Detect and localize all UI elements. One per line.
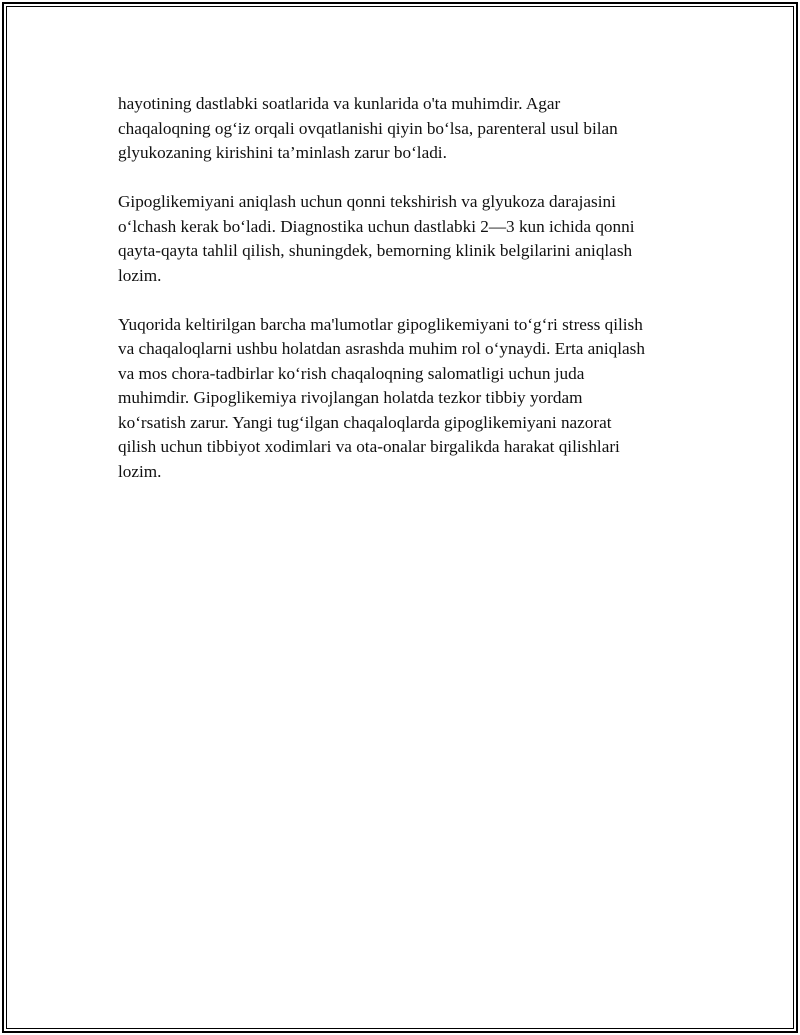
text-line: o‘lchash kerak bo‘ladi. Diagnostika uchun dastlabki 2—3 kun ichida qonni	[118, 216, 635, 236]
text-line: Gipoglikemiyani aniqlash uchun qonni tekshirish va glyukoza darajasini	[118, 192, 616, 211]
text-line: muhimdir. Gipoglikemiya rivojlangan holatda tezkor tibbiy yordam	[118, 388, 583, 407]
paragraph-3	[118, 313, 693, 485]
text-line: lozim.	[118, 265, 162, 285]
text-line: hayotining dastlabki soatlarida va kunlarida o'ta muhimdir. Agar	[118, 94, 561, 113]
text-line: va chaqaloqlarni ushbu holatdan asrashda muhim rol o‘ynaydi. Erta aniqlash	[118, 339, 645, 358]
text-line: chaqaloqning og‘iz orqali ovqatlanishi qiyin bo‘lsa, parenteral usul bilan	[118, 118, 618, 138]
text-line: qayta-qayta tahlil qilish, shuningdek, bemorning klinik belgilarini aniqlash	[118, 241, 633, 260]
paragraph-1	[118, 92, 693, 166]
text-line: Yuqorida keltirilgan barcha ma'lumotlar gipoglikemiyani to‘g‘ri stress qilish	[118, 314, 643, 334]
text-line: ko‘rsatish zarur. Yangi tug‘ilgan chaqaloqlarda gipoglikemiyani nazorat	[118, 412, 612, 432]
paragraph-2	[118, 190, 693, 288]
text-line: lozim.	[118, 461, 162, 481]
document-body	[118, 92, 693, 509]
text-line: va mos chora-tadbirlar ko‘rish chaqaloqning salomatligi uchun juda	[118, 363, 585, 383]
text-line: qilish uchun tibbiyot xodimlari va ota-onalar birgalikda harakat qilishlari	[118, 437, 620, 456]
text-line: glyukozaning kirishini ta’minlash zarur bo‘ladi.	[118, 143, 447, 162]
